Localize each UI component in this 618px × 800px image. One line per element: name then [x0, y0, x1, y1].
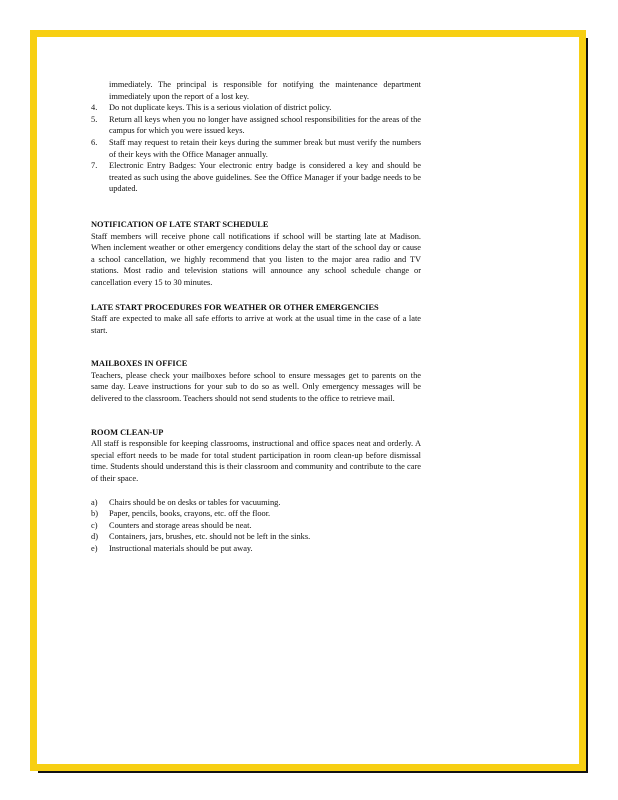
- list-item: 4. Do not duplicate keys. This is a serious violation of district policy.: [91, 103, 332, 113]
- list-continuation: immediately. The principal is responsible for notifying the maintenance department immediately upon the report of a lost key.: [109, 80, 421, 101]
- list-item: 6. Staff may request to retain their keys during the summer break but must verify the numbers of their keys with the Office Manager annually.: [91, 137, 421, 159]
- list-item: a) Chairs should be on desks or tables for vacuuming.: [91, 497, 281, 507]
- list-item: d) Containers, jars, brushes, etc. should not be left in the sinks.: [91, 532, 311, 542]
- list-item: e) Instructional materials should be put away.: [91, 544, 253, 553]
- cleanup-list: [91, 497, 421, 555]
- section-heading-room-clean-up: ROOM CLEAN-UP: [91, 427, 164, 437]
- list-item: b) Paper, pencils, books, crayons, etc. off the floor.: [91, 509, 271, 519]
- section-heading-late-start-schedule: NOTIFICATION OF LATE START SCHEDULE: [91, 219, 269, 229]
- section-body-late-start-procedures: Staff are expected to make all safe efforts to arrive at work at the usual time in the case of a late start.: [91, 314, 421, 335]
- section-body-room-clean-up: All staff is responsible for keeping classrooms, instructional and office spaces neat and orderly. A special effort needs to be made for total student participation in room clean-up before dismissal time. Students should understand this is their classroom and community and contribute to the care of their space.: [91, 439, 421, 484]
- list-item: c) Counters and storage areas should be neat.: [91, 520, 252, 530]
- section-heading-mailboxes: MAILBOXES IN OFFICE: [91, 359, 188, 369]
- key-rules-list: [91, 102, 421, 195]
- list-item: 7. Electronic Entry Badges: Your electronic entry badge is considered a key and should be treated as such using the above guidelines. See the Office Manager if your badge needs to be updated.: [91, 161, 421, 194]
- section-body-mailboxes: Teachers, please check your mailboxes before school to ensure messages get to parents on the same day. Leave instructions for your sub to do so as well. Only emergency messages will be delivered to the classroom. Teachers should not send students to the office to retrieve mail.: [91, 370, 421, 404]
- document-page: [30, 30, 586, 771]
- document-content: [91, 79, 421, 555]
- section-body-late-start-schedule: Staff members will receive phone call notifications if school will be starting late at Madison. When inclement weather or other emergency conditions delay the start of the school day or cause a school cancellation, we highly recommend that you listen to the major area radio and TV stations. Most radio and television stations will announce any school schedule change or cancellation every 15 to 30 minutes.: [91, 231, 421, 287]
- list-item: 5. Return all keys when you no longer have assigned school responsibilities for the areas of the campus for which you were issued keys.: [91, 114, 421, 136]
- section-heading-late-start-procedures: LATE START PROCEDURES FOR WEATHER OR OTHER EMERGENCIES: [91, 302, 379, 312]
